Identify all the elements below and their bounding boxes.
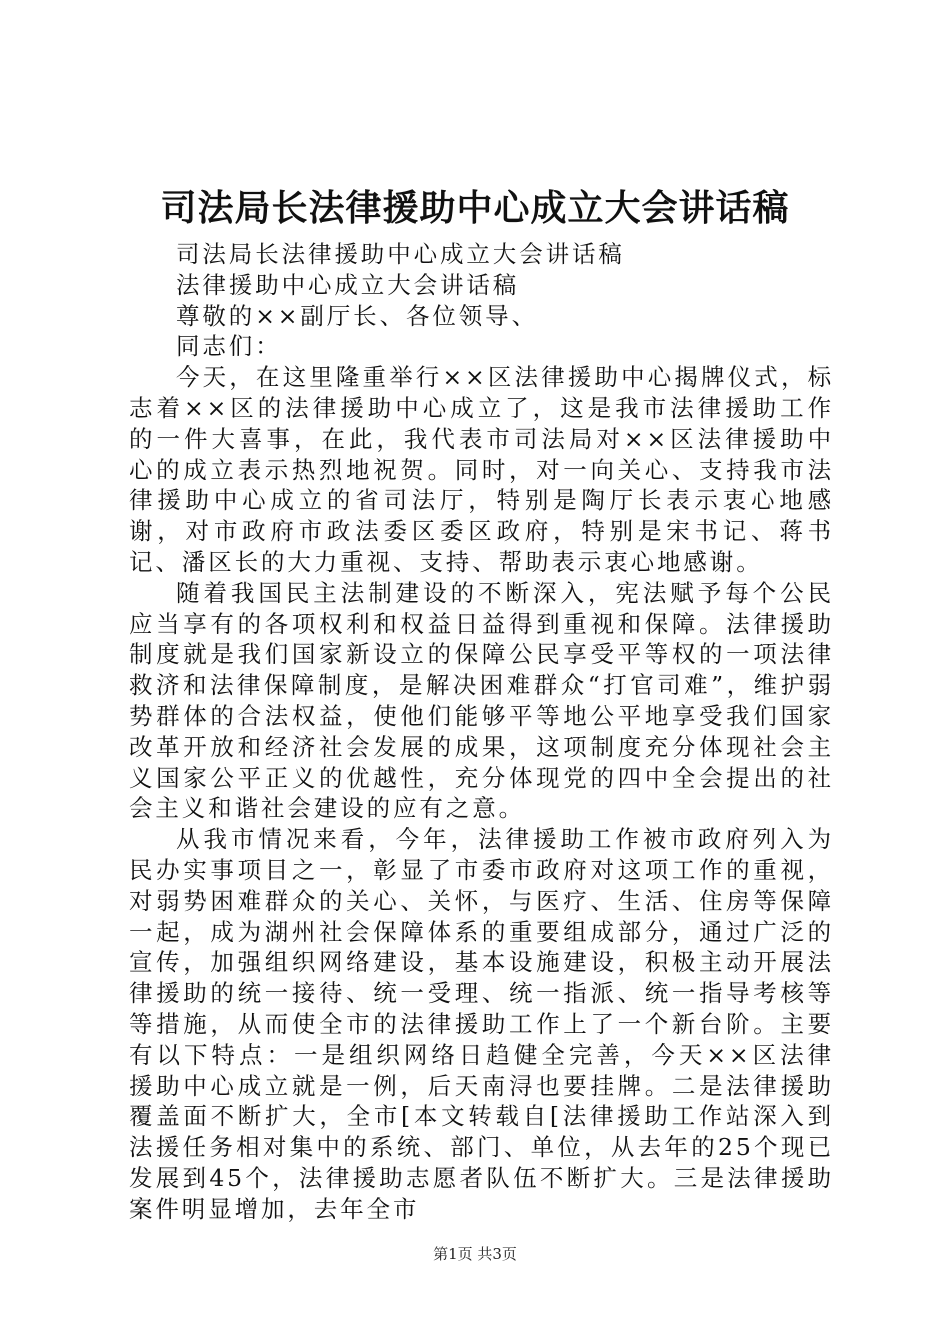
salutation-line: 尊敬的××副厅长、各位领导、 xyxy=(176,301,538,330)
page-number: 第1页 共3页 xyxy=(433,1245,517,1263)
body-paragraph: 从我市情况来看，今年，法律援助工作被市政府列入为民办实事项目之一，彰显了市委市政府对这项工作的重视，对弱势困难群众的关心、关怀，与医疗、生活、住房等保障一起，成为湖州社会保障体系的重要组成部分，通过广泛的宣传，加强组织网络建设，基本设施建设，积极主动开展法律援助的统一接待、统一受理、统一指派、统一指导考核等等措施，从而使全市的法律援助工作上了一个新台阶。主要有以下特点：一是组织网络日趋健全完善，今天××区法律援助中心成立就是一例，后天南浔也要挂牌。二是法律援助覆盖面不断扩大，全市[本文转载自[法律援助工作站深入到法援任务相对集中的系统、部门、单位，从去年的25个现已发展到45个，法律援助志愿者队伍不断扩大。三是法律援助案件明显增加，去年全市 xyxy=(129,825,834,1223)
subtitle-line: 法律援助中心成立大会讲话稿 xyxy=(176,270,520,299)
subtitle-line: 司法局长法律援助中心成立大会讲话稿 xyxy=(176,240,625,268)
document-body xyxy=(129,239,834,1225)
body-paragraph: 今天，在这里隆重举行××区法律援助中心揭牌仪式，标志着××区的法律援助中心成立了，这是我市法律援助工作的一件大喜事，在此，我代表市司法局对××区法律援助中心的成立表示热烈地祝贺。同时，对一向关心、支持我市法律援助中心成立的省司法厅，特别是陶厅长表示衷心地感谢，对市政府市政法委区委区政府，特别是宋书记、蒋书记、潘区长的大力重视、支持、帮助表示衷心地感谢。 xyxy=(129,363,834,576)
page-footer xyxy=(0,1244,950,1264)
salutation-line: 同志们： xyxy=(176,332,282,361)
document-title: 司法局长法律援助中心成立大会讲话稿 xyxy=(160,187,790,229)
body-paragraph: 随着我国民主法制建设的不断深入，宪法赋予每个公民应当享有的各项权利和权益日益得到重视和保障。法律援助制度就是我们国家新设立的保障公民享受平等权的一项法律救济和法律保障制度，是解决困难群众“打官司难”，维护弱势群体的合法权益，使他们能够平等地公平地享受我们国家改革开放和经济社会发展的成果，这项制度充分体现社会主义国家公平正义的优越性，充分体现党的四中全会提出的社会主义和谐社会建设的应有之意。 xyxy=(129,578,834,823)
